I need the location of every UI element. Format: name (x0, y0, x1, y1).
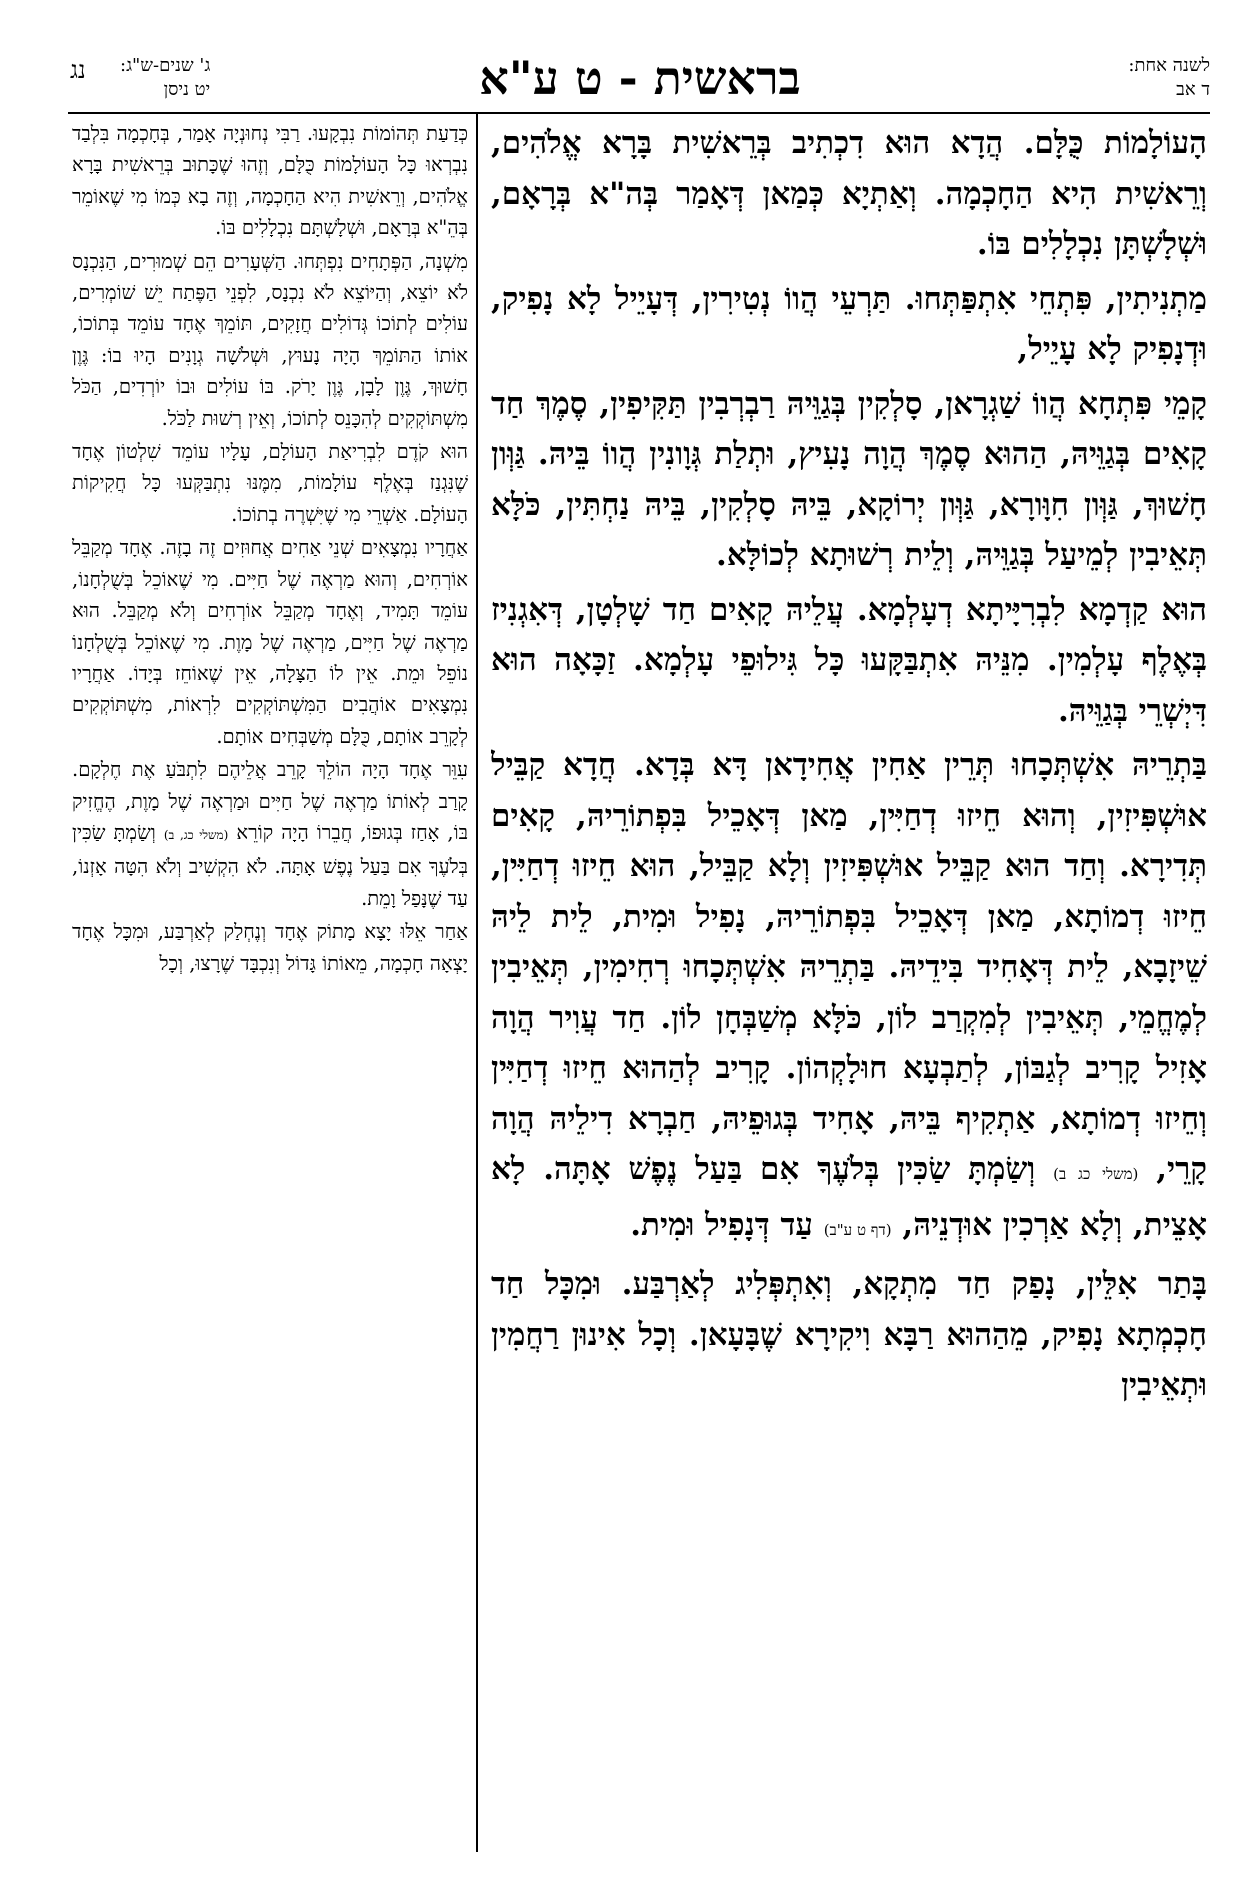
page-number: נג (70, 56, 86, 84)
translation-paragraph: מִשְׁנָה, הַפְּתָחִים נִפְתְּחוּ. הַשְּׁעָרִים הֵם שְׁמוּרִים, הַנִּכְנָס לֹא יוֹצֵא, וְהַיּוֹצֵא לֹא נִכְנָס, לִפְנֵי הַפֶּתַח יֵשׁ שׁוֹמְרִים, עוֹלִים לְתוֹכוֹ גְּדוֹלִים חֲזָקִים, תּוֹמֵךְ אֶחָד עוֹמֵד בְּתוֹכוֹ, אוֹתוֹ הַתּוֹמֵךְ הָיָה נָעוּץ, וּשְׁלֹשָׁה גְוָנִים הָיוּ בוֹ: גֶּוֶן חָשׁוּךְ, גֶּוֶן לָבָן, גֶּוֶן יָרֹק. בּוֹ עוֹלִים וּבוֹ יוֹרְדִים, הַכֹּל מִשְׁתּוֹקְקִים לְהִכָּנֵס לְתוֹכוֹ, וְאֵין רְשׁוּת לַכֹּל. (72, 249, 468, 430)
verse-reference: (משלי כג ב) (1053, 1165, 1139, 1183)
main-paragraph: מַתְנִיתִין, פִּתְחֵי אִתְפַּתְּחוּ. תַּרְעֵי הֲווֹ נְטִירִין, דְּעָיֵיל לָא נָפִיק, וּדְנָפִיק לָא עָיֵיל, (491, 280, 1207, 367)
translation-paragraph: הוּא קֹדֶם לִבְרִיאַת הָעוֹלָם, עָלָיו עוֹמֵד שִׁלְטוֹן אֶחָד שֶׁנִּגְנַז בְּאֶלֶף עוֹלָמוֹת, מִמֶּנּוּ נִתְבַּקְּעוּ כָּל חֲקִיקוֹת הָעוֹלָם. אַשְׁרֵי מִי שֶׁיִּשְׁרֶה בְתוֹכוֹ. (72, 440, 468, 526)
header-divider (68, 112, 1210, 114)
schedule-label: ג' שנים-ש"ג: (120, 55, 211, 76)
translation-paragraph (72, 754, 468, 914)
translation-paragraph: אַחַר אֵלּוּ יָצָא מָתוֹק אֶחָד וְנֶחְלַק לְאַרְבַּע, וּמִכָּל אֶחָד יָצְאָה חָכְמָה, מֵאוֹתוֹ גָּדוֹל וְנִכְבָּד שֶׁרָצוּ, וְכָל (72, 920, 468, 975)
main-paragraph: הוּא קַדְמָא לִבְרִיָּיתָא דְעָלְמָא. עֲלֵיהּ קָאִים חַד שָׁלְטָן, דְּאִגְנִיז בְּאֶלֶף עָלְמִין. מִנֵּיהּ אִתְבַּקָּעוּ כָּל גִּילוּפֵי עָלְמָא. זַכָּאָה הוּא דִּיְשְׁרֵי בְּגַוֵּיהּ. (491, 591, 1207, 729)
translation-text: עִוֵּר אֶחָד הָיָה הוֹלֵךְ קָרֵב אֲלֵיהֶם לִתְבֹּעַ אֶת חֶלְקָם. קָרַב לְאוֹתוֹ מַרְאֶה שֶׁל חַיִּים וּמַרְאֶה שֶׁל מָוֶת, הֶחֱזִיק בּוֹ, אָחַז בְּגוּפוֹ, חֲבֵרוֹ הָיָה קוֹרֵא (72, 758, 468, 844)
main-paragraph (491, 740, 1207, 1255)
verse-reference: (משלי כג, ב) (163, 827, 229, 842)
schedule-date: ד אב (1176, 79, 1210, 100)
main-text: בַּתְרֵיהּ אִשְׁתְּכָחוּ תְּרֵין אַחִין אֲחִידָאן דָּא בְּדָא. חֲדָא קַבֵּיל אוּשְׁפִּיזִין, וְהוּא חֵיזוּ דְחַיִּין, מַאן דְּאָכֵיל בִּפְתוֹרֵיהּ, קָאִים תְּדִירָא. וְחַד הוּא קַבֵּיל אוּשְׁפִּיזִין וְלָא קַבֵּיל, הוּא חֵיזוּ דְחַיִּין, חֵיזוּ דְמוֹתָא, מַאן דְּאָכֵיל בִּפְתוֹרֵיהּ, נָפִיל וּמִית, לֵית לֵיהּ שֵׁיזָבָא, לֵית דְּאָחִיד בִּידֵיהּ. בַּתְרֵיהּ אִשְׁתְּכָחוּ רְחִימִין, תְּאֵיבִין לְמֶחֱמֵי, תְּאֵיבִין לְמִקְרַב לוֹן, כֹּלָּא מְשַׁבְּחָן לוֹן. חַד עֲוִיר הֲוָה אָזִיל קָרִיב לְגַבּוֹן, לְתַבְעָא חוּלָקְהוֹן. קָרִיב לְהַהוּא חֵיזוּ דְחַיִּין וְחֵיזוּ דְמוֹתָא, אַתְקִיף בֵּיהּ, אָחִיד בְּגוּפֵיהּ, חַבְרָא דִילֵיהּ הֲוָה קָרֵי, (491, 747, 1207, 1187)
translation-paragraph: כְּדַעַת תְּהוֹמוֹת נִבְקָעוּ. רַבִּי נְחוּנְיָה אָמַר, בְּחָכְמָה בִּלְבַד נִבְרְאוּ כָּל הָעוֹלָמוֹת כֻּלָּם, וְזֶהוּ שֶׁכָּתוּב בְּרֵאשִׁית בָּרָא אֱלֹהִים, וְרֵאשִׁית הִיא הַחָכְמָה, וְזֶה בָא כְּמוֹ מִי שֶׁאוֹמֵר בְּהֵ"א בְּרָאָם, וּשְׁלָשְׁתָּם נִכְלָלִים בּוֹ. (72, 122, 468, 240)
main-text: עַד דְּנָפִיל וּמִית. (630, 1206, 813, 1243)
main-text: וְשַׂמְתָּ שַׂכִּין בְּלֹעֶךָ אִם בַּעַל נֶפֶשׁ אָתָּה. לָא אָצֵית, וְלָא אַרְכִין אוּדְנֵיהּ, (491, 1151, 1207, 1243)
column-divider (476, 112, 478, 1852)
main-paragraph: בָּתַר אִלֵּין, נָפַק חַד מִתְקָא, וְאִתְפְּלִיג לְאַרְבַּע. וּמִכָּל חַד חָכְמְתָא נָפִיק, מֵהַהוּא רַבָּא וִיקִירָא שֶׁבָּעָאן. וְכָל אִינוּן רַחֲמִין וּתְאֵיבִין (491, 1266, 1207, 1403)
page-title: בראשית - ט ע"א (479, 51, 801, 105)
translation-text: וְשַׂמְתָּ שַׂכִּין בְּלֹעֶךָ אִם בַּעַל נֶפֶשׁ אָתָּה. לֹא הִקְשִׁיב וְלֹא הִטָּה אָזְנוֹ, עַד שֶׁנָּפַל וָמֵת. (72, 820, 468, 910)
main-paragraph: קָמֵי פִּתְחָא הֲווֹ שַׁגְרָאן, סָלְקִין בְּגַוֵּיהּ רַבְרְבִין תַּקִּיפִין, סֶמֶךְ חַד קָאִים בְּגַוֵּיהּ, הַהוּא סֶמֶךְ הֲוָה נָעִיץ, וּתְלַת גְּוָונִין הֲווֹ בֵּיהּ. גַּוְּון חָשׁוּךְ, גַּוְּון חִוָּורָא, גַּוְּון יְרוֹקָא, בֵּיהּ סָלְקִין, בֵּיהּ נַחְתִּין, כֹּלָּא תְּאֵיבִין לְמֵיעַל בְּגַוֵּיהּ, וְלֵית רְשׁוּתָא לְכוֹלָּא. (491, 385, 1207, 573)
page-header (70, 51, 1210, 110)
main-paragraph: הָעוֹלָמוֹת כֻּלָּם. הֲדָא הוּא דִכְתִיב בְּרֵאשִׁית בָּרָא אֱלֹהִים, וְרֵאשִׁית הִיא הַחָכְמָה. וְאַתְיָא כְּמַאן דְּאָמַר בְּה"א בְּרָאָם, וּשְׁלָשְׁתָּן נִכְלָלִים בּוֹ. (491, 125, 1207, 262)
folio-reference: (דף ט ע"ב) (823, 1220, 892, 1239)
translation-column (72, 118, 468, 1858)
schedule-date: יט ניסן (163, 79, 211, 100)
main-text-column (491, 118, 1207, 1858)
schedule-label: לשנה אחת: (1128, 55, 1210, 76)
header-schedule-three-years (120, 54, 210, 102)
translation-paragraph: אַחֲרָיו נִמְצָאִים שְׁנֵי אַחִים אֲחוּזִים זֶה בָזֶה. אֶחָד מְקַבֵּל אוֹרְחִים, וְהוּא מַרְאֶה שֶׁל חַיִּים. מִי שֶׁאוֹכֵל בְּשֻׁלְחָנוֹ, עוֹמֵד תָּמִיד, וְאֶחָד מְקַבֵּל אוֹרְחִים וְלֹא מְקַבֵּל. הוּא מַרְאֶה שֶׁל חַיִּים, מַרְאֶה שֶׁל מָוֶת. מִי שֶׁאוֹכֵל בְּשֻׁלְחָנוֹ נוֹפֵל וּמֵת. אֵין לוֹ הַצָּלָה, אֵין שֶׁאוֹחֵז בְּיָדוֹ. אַחֲרָיו נִמְצָאִים אוֹהֲבִים הַמִּשְׁתּוֹקְקִים לִרְאוֹת, מִשְׁתּוֹקְקִים לְקָרֵב אוֹתָם, כֻּלָּם מְשַׁבְּחִים אוֹתָם. (72, 536, 468, 748)
